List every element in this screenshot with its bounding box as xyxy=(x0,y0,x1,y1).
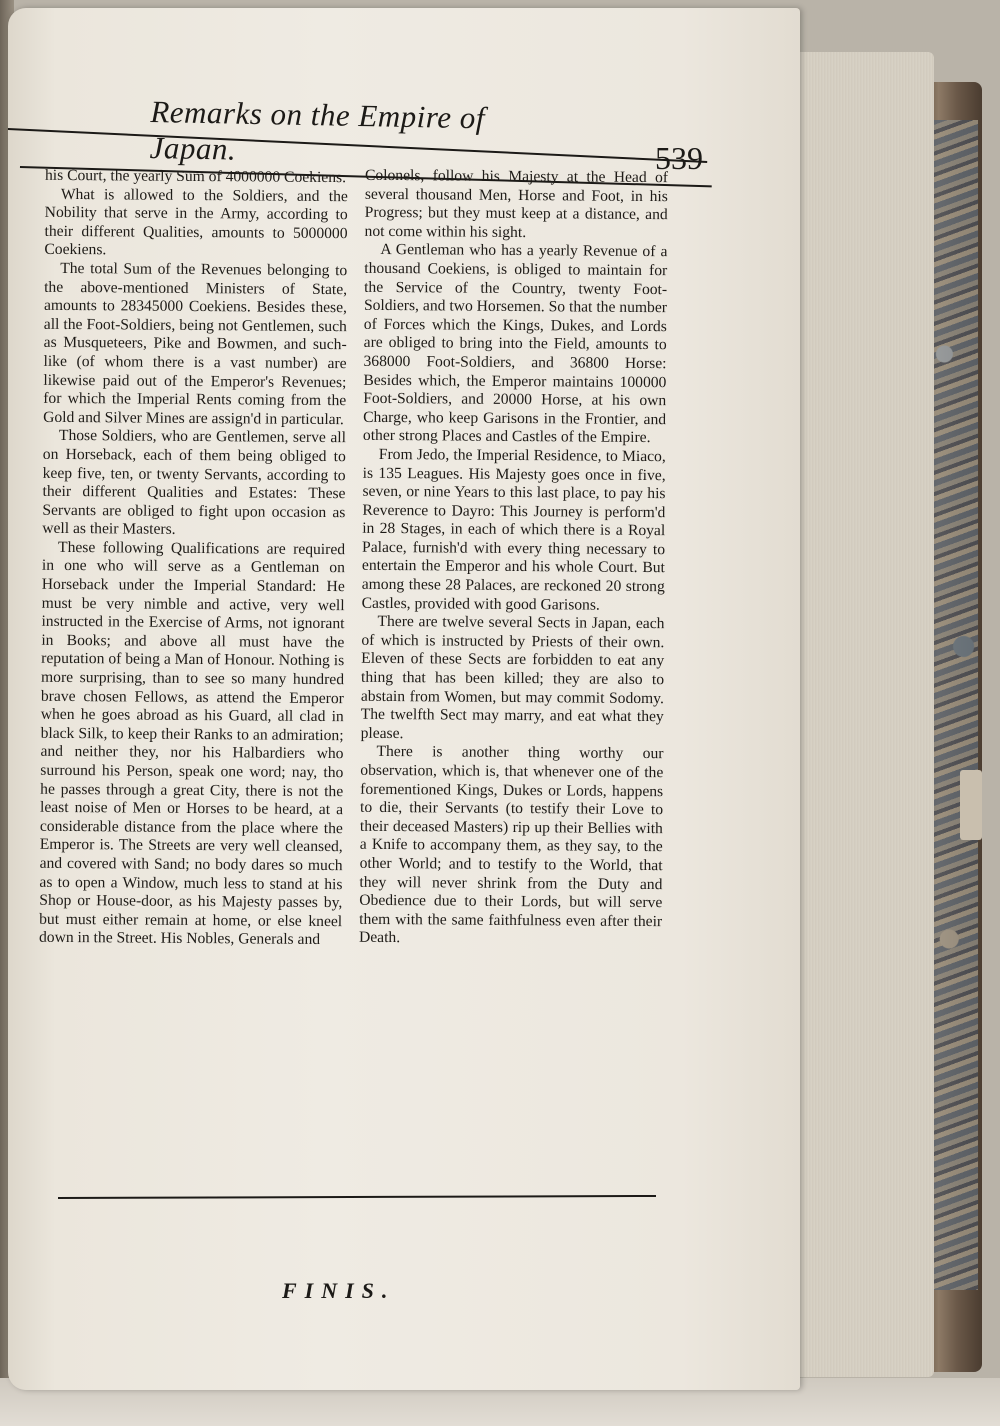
text-column-left xyxy=(39,167,348,950)
paragraph: Those Soldiers, who are Gentlemen, serve all on Horseback, each of them being obliged to keep five, ten, or twenty Servants, according to their different Qualities and Estates: These Servants are obliged to fight upon occasion as well as their Masters. xyxy=(42,427,347,539)
paragraph: What is allowed to the Soldiers, and the Nobility that serve in the Army, according to their different Qualities, amounts to 5000000 Coekiens. xyxy=(44,185,348,259)
page-fore-edge xyxy=(794,52,934,1377)
page-marker-tab xyxy=(960,770,982,840)
paragraph: his Court, the yearly Sum of 4000000 Coekiens. xyxy=(44,166,347,187)
text-column-right xyxy=(359,167,668,950)
paragraph: Colonels, follow his Majesty at the Head of several thousand Men, Horse and Foot, in his Progress; but they must keep at a distance, and not come within his sight. xyxy=(364,166,669,241)
page-number: 539 xyxy=(655,140,703,176)
paragraph: There is another thing worthy our observation, which is, that whenever one of the forementioned Kings, Dukes or Lords, happens to die, their Servants (to testify their Love to their deceased Masters) rip up their Bellies with a Knife to accompany them, as they say, to the other World; and to testify to the World, that they will never shrink from the Duty and Obedience due to their Lords, but will serve them with the same faithfulness even after their Death. xyxy=(358,743,664,947)
paragraph: There are twelve several Sects in Japan, each of which is instructed by Priests of their own. Eleven of these Sects are forbidden to eat any thing that has been killed; they are also to abstain from Women, but may commit Sodomy. The twelfth Sect may marry, and eat what they please. xyxy=(360,613,665,742)
paragraph: A Gentleman who has a yearly Revenue of a thousand Coekiens, is obliged to maintain for the Service of the Country, twenty Foot-Soldiers, and two Horsemen. So that the number of Forces which the Kings, Dukes, and Lords are obliged to bring into the Field, amounts to 368000 Foot-Soldiers, and 36800 Horse: Besides which, the Emperor maintains 100000 Foot-Soldiers, and 20000 Horse, at his own Charge, who keep Garisons in the Frontier, and other strong Places and Castles of the Empire. xyxy=(362,241,668,447)
paragraph: The total Sum of the Revenues belonging to the above-mentioned Ministers of State, amounts to 28345000 Coekiens. Besides these, all the Foot-Soldiers, being not Gentlemen, such as Musqueteers, Pike and Bowmen, and such-like (of whom there is a vast number) are likewise paid out of the Emperor's Revenues; for which the Imperial Rents coming from the Gold and Silver Mines are assign'd in particular. xyxy=(43,259,348,428)
running-head: Remarks on the Empire of Japan. xyxy=(149,93,486,167)
paragraph: From Jedo, the Imperial Residence, to Miaco, is 135 Leagues. His Majesty goes once in five, seven, or nine Years to this last place, to pay his Reverence to Dayro: This Journey is perform'd in 28 Stages, in each of which there is a Royal Palace, furnish'd with every thing necessary to entertain the Emperor and his whole Court. But among these 28 Palaces, are reckoned 20 strong Castles, provided with good Garisons. xyxy=(361,445,666,614)
finis-mark: FINIS. xyxy=(282,1278,396,1303)
marbled-endpaper xyxy=(930,120,978,1290)
paragraph: These following Qualifications are required in one who will serve as a Gentleman on Horseback under the Imperial Standard: He must be very nimble and active, very well instructed in the Exercise of Arms, not ignorant in Books; and above all must have the reputation of being a Man of Honour. Nothing is more surprising, than to see so many hundred brave chosen Fellows, as attend the Emperor when he goes abroad as his Guard, all clad in black Silk, to keep their Ranks to an admiration; and neither they, nor his Halbardiers who surround his Person, speak one word; nay, tho he passes through a great City, there is not the least noise of Men or Horses to be heard, at a considerable distance from the place where the Emperor is. The Streets are very well cleansed, and covered with Sand; no body dares so much as to open a Window, much less to stand at his Shop or House-door, as his Majesty passes by, but must either remain at home, or else kneel down in the Street. His Nobles, Generals and xyxy=(38,538,346,949)
